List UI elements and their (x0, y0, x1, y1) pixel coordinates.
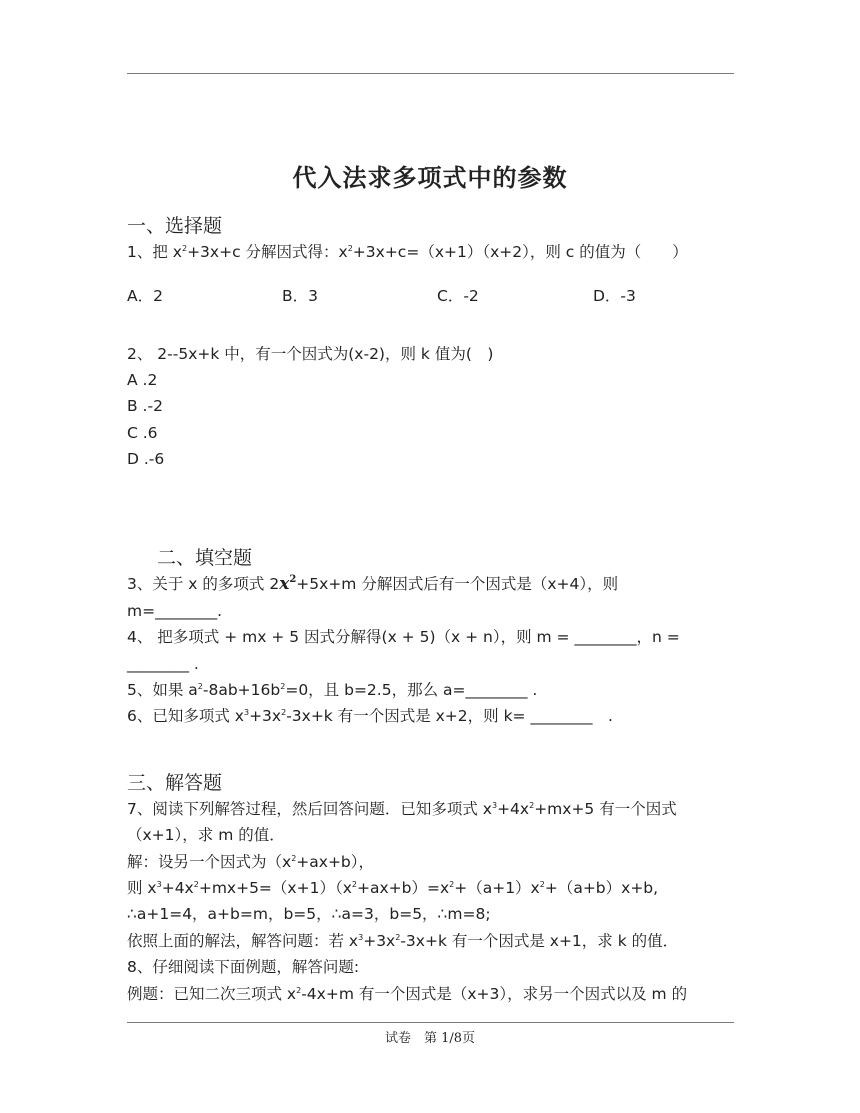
question-7-line-3: 解：设另一个因式为$(x^2+ax+b)$， (127, 853, 375, 871)
section-heading-answer: 三、解答题 (127, 772, 223, 794)
question-8: 8、仔细阅读下面例题，解答问题: (127, 958, 360, 976)
page-footer: 试卷 第 1/8页 (384, 1031, 476, 1046)
question-8-line-2: 例题：已知二次三项式 $x^2-4x+m$ 有一个因式是（x+3），求另一个因式以及 m 的 (127, 985, 688, 1003)
q2-option-b: B .-2 (127, 397, 163, 415)
question-7-line-2: （x+1），求 m 的值． (127, 826, 285, 844)
question-7: 7、阅读下列解答过程，然后回答问题．已知多项式 $x^3+4x^2+mx+5$ 有一个因式 (127, 800, 677, 818)
question-7-line-6: 依照上面的解法，解答问题：若 $x^3+3x^2-3x+k$ 有一个因式是 x+1，求 k 的值． (127, 932, 679, 950)
q2-option-d: D .-6 (127, 450, 165, 468)
header-rule (127, 73, 734, 74)
question-7-line-5: ∴a+1=4，a+b=m，b=5，∴a=3，b=5，∴m=8; (127, 905, 491, 923)
section-heading-fill: 二、填空题 (157, 547, 253, 569)
section-heading-choice: 一、选择题 (127, 215, 223, 237)
math-variable: $x^2$ (279, 574, 297, 594)
q2-option-c: C .6 (127, 424, 158, 442)
page-title: 代入法求多项式中的参数 (292, 164, 568, 192)
q1-option-d: D．-3 (593, 287, 636, 305)
question-5: 5、如果 $a^2-8ab+16b^2=0$，且 b=2.5，那么 a=________ . (127, 681, 538, 699)
q1-option-c: C．-2 (437, 287, 479, 305)
question-3-line-2: m=________. (127, 602, 223, 620)
question-7-line-4: 则 $x^3+4x^2+mx+5=(x+1)(x^2+ax+b)=x^2+(a+1)x^2+(a+b)x+b$, (127, 879, 659, 897)
question-4-line-2: ________ . (127, 655, 199, 673)
q1-option-a: A．2 (127, 287, 163, 305)
question-3: 3、关于 x 的多项式 $2x^2+5x+m$ 分解因式后有一个因式是（x+4），则 (127, 574, 619, 594)
q1-option-b: B．3 (282, 287, 318, 305)
question-1: 1、把 $x^2+3x+c$ 分解因式得：$x^2+3x+c=(x+1)(x+2)$，则 c 的值为（ ） (127, 243, 688, 261)
footer-rule (127, 1022, 734, 1023)
q2-option-a: A .2 (127, 371, 158, 389)
question-2: 2、 2--5x+k 中，有一个因式为(x-2)，则 k 值为( ) (127, 345, 494, 363)
question-6: 6、已知多项式 $x^3+3x^2-3x+k$ 有一个因式是 x+2，则 k= ________ . (127, 707, 613, 725)
question-4: 4、 把多项式 + mx + 5 因式分解得(x + 5)（x + n），则 m = ________，n = (127, 628, 680, 646)
